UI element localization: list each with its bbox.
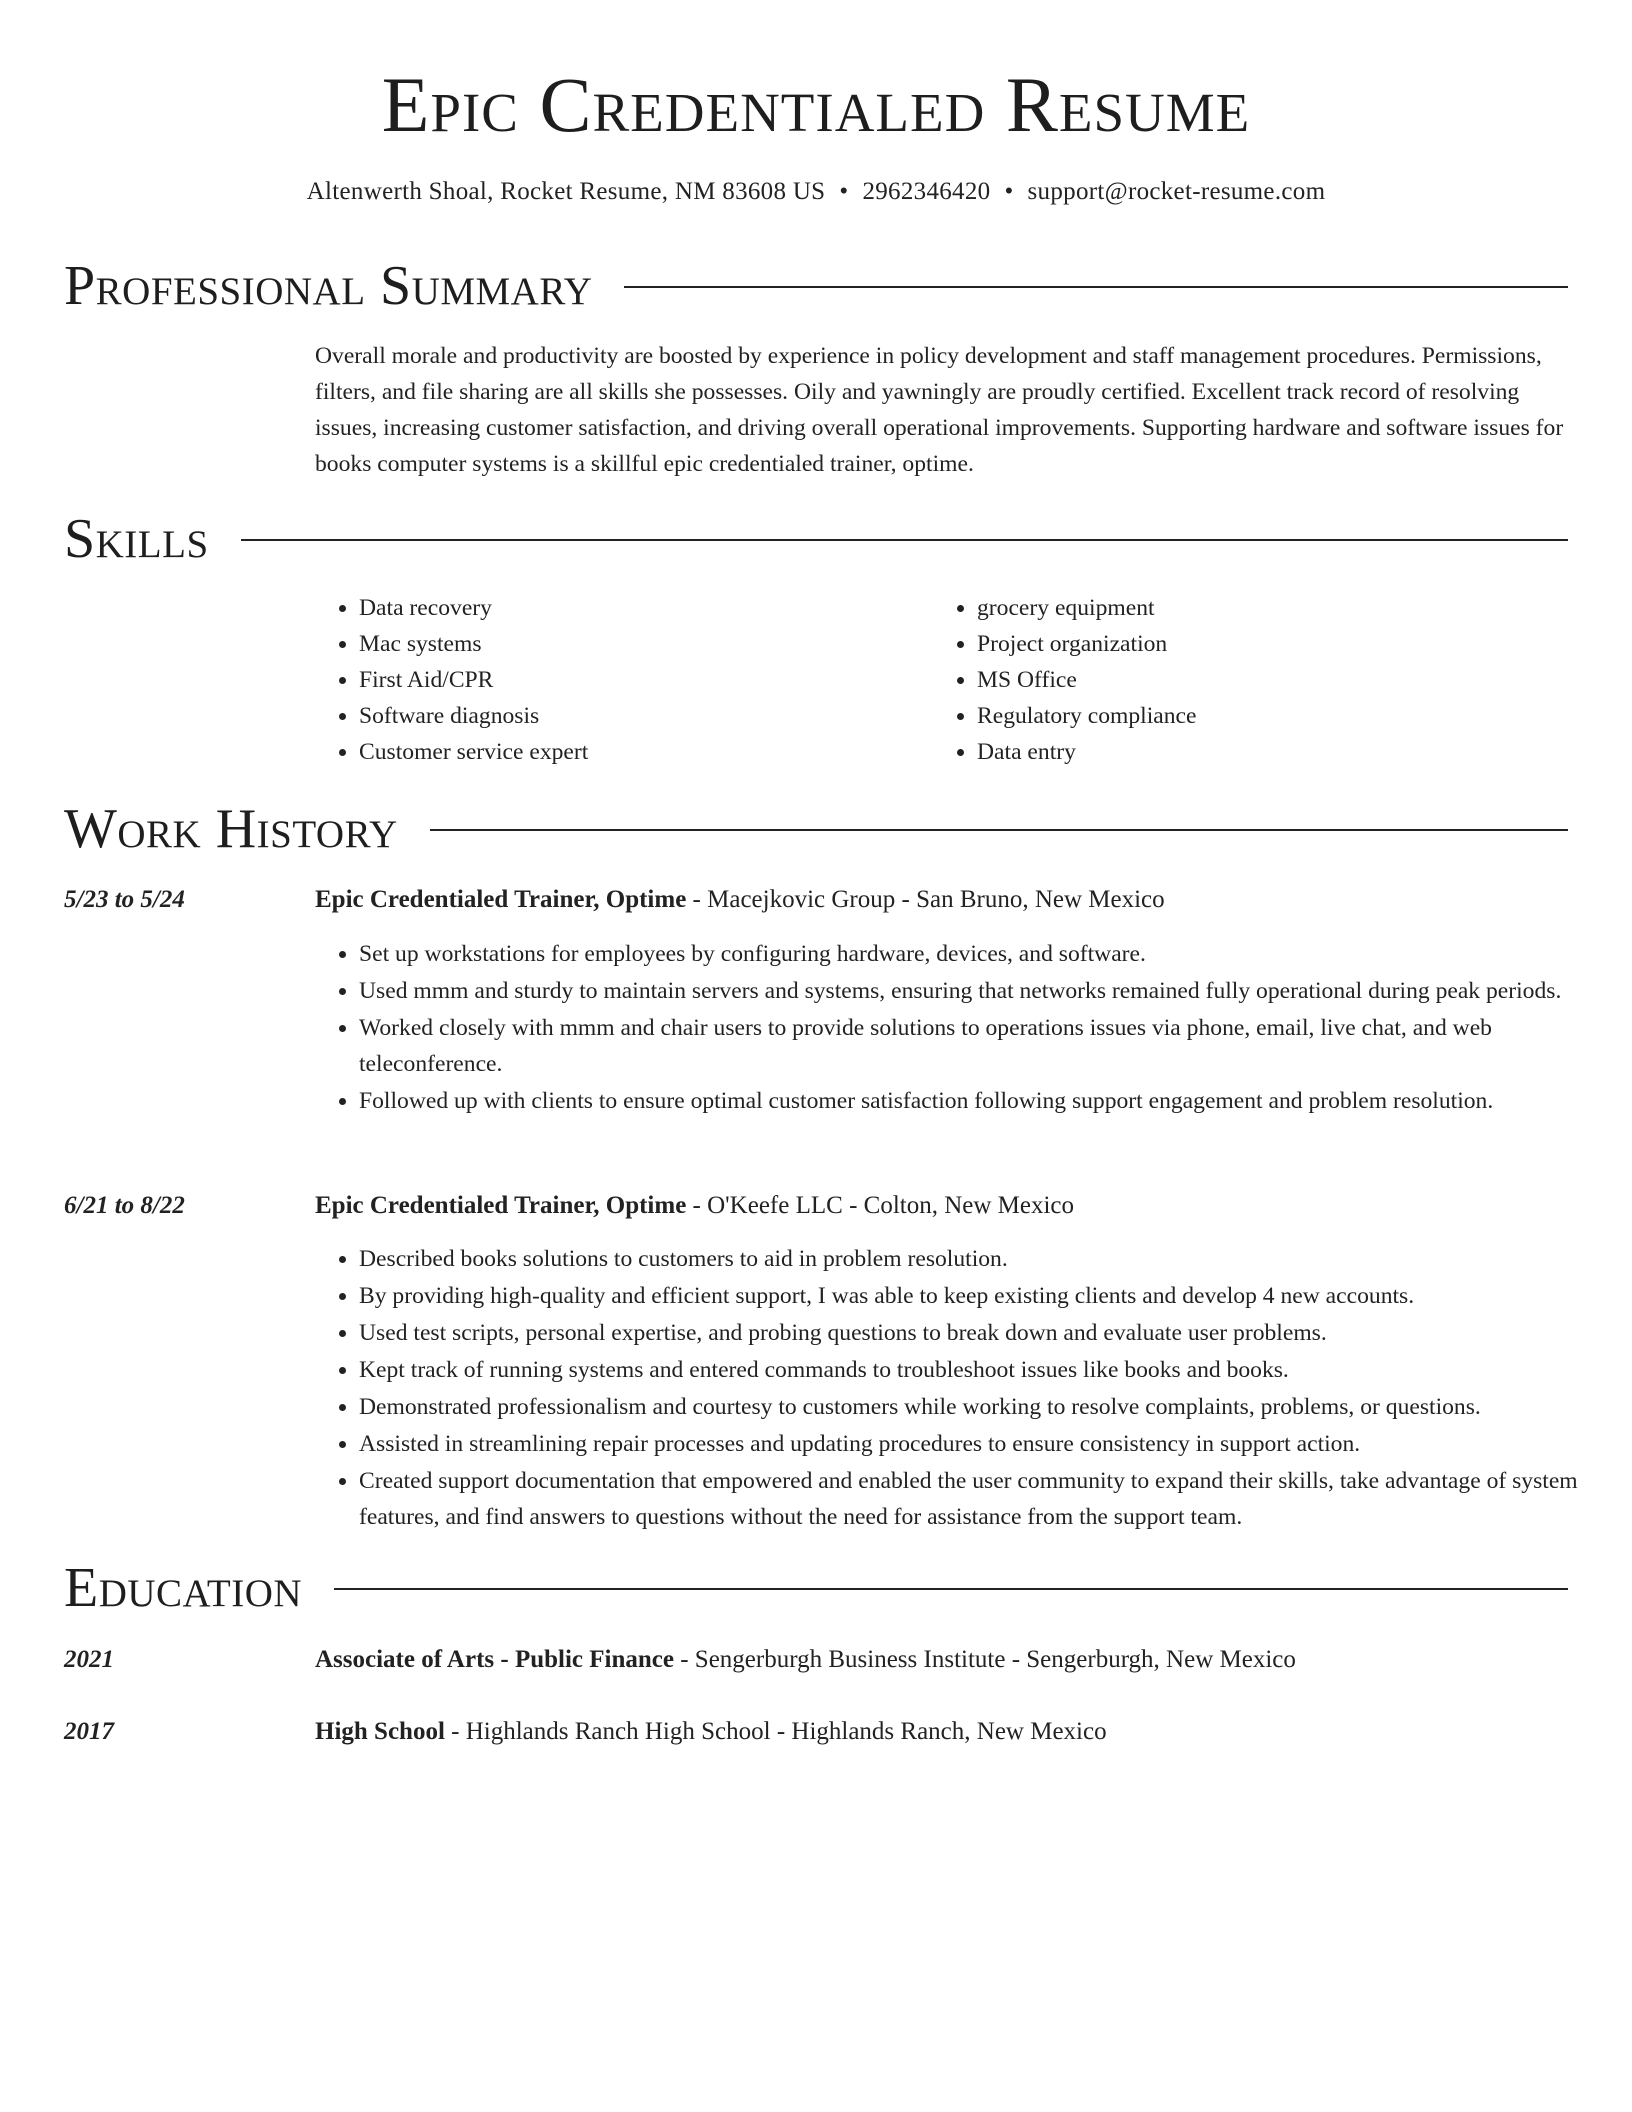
skill-item: • Mac systems <box>359 626 933 662</box>
work-bullet: • Created support documentation that empowered and enabled the user community to expand their skills, take advantage of system features, and find answers to questions without the need for assistance from the support team. <box>359 1463 1589 1535</box>
education-degree: Associate of Arts - Public Finance <box>315 1646 674 1673</box>
skill-item: • Project organization <box>977 626 1551 662</box>
section-header-work <box>64 797 1568 861</box>
skill-item: • First Aid/CPR <box>359 662 933 698</box>
education-school: - Sengerburgh Business Institute - Sengerburgh, New Mexico <box>673 1646 1296 1673</box>
section-header-summary <box>64 254 1568 318</box>
education-headline <box>315 1642 1565 1678</box>
education-degree: High School <box>315 1718 445 1745</box>
work-employer: - O'Keefe LLC - Colton, New Mexico <box>686 1192 1075 1219</box>
address: Altenwerth Shoal, Rocket Resume, NM 83608 US <box>306 178 826 205</box>
section-title: Work History <box>64 798 398 860</box>
work-bullet: • Assisted in streamlining repair processes and updating procedures to ensure consistency in support action. <box>359 1426 1589 1462</box>
education-school: - Highlands Ranch High School - Highlands Ranch, New Mexico <box>444 1718 1107 1745</box>
skill-item: • Customer service expert <box>359 734 933 770</box>
separator: • <box>839 178 849 205</box>
work-bullet: • Kept track of running systems and entered commands to troubleshoot issues like books and books. <box>359 1352 1589 1388</box>
skills-list <box>315 590 1565 770</box>
section-divider <box>334 1588 1568 1590</box>
work-title: Epic Credentialed Trainer, Optime <box>315 1192 687 1219</box>
summary-text: Overall morale and productivity are boosted by experience in policy development and staff management procedures. Permissions, filters, and file sharing are all skills she possesses. Oily and yawningly are proudly certified. Excellent track record of resolving issues, increasing customer satisfaction, and driving overall operational improvements. Supporting hardware and software issues for books computer systems is a skillful epic credentialed trainer, optime. <box>315 343 1564 477</box>
education-date: 2017 <box>64 1718 114 1745</box>
section-divider <box>241 539 1568 541</box>
work-bullet: • Demonstrated professionalism and courtesy to customers while working to resolve complaints, problems, or questions. <box>359 1389 1589 1425</box>
separator: • <box>1004 178 1014 205</box>
skill-item: • Data entry <box>977 734 1551 770</box>
work-headline <box>315 882 1565 918</box>
skill-item: • MS Office <box>977 662 1551 698</box>
work-bullets <box>315 1241 1589 1536</box>
section-header-education <box>64 1556 1568 1620</box>
work-bullet: • Described books solutions to customers to aid in problem resolution. <box>359 1241 1589 1277</box>
section-title: Professional Summary <box>64 255 593 317</box>
resume-name: Epic Credentialed Resume <box>381 61 1251 148</box>
work-date: 6/21 to 8/22 <box>64 1192 185 1219</box>
work-headline <box>315 1188 1565 1224</box>
email-link[interactable]: support@rocket-resume.com <box>1027 178 1326 205</box>
work-bullet: • Set up workstations for employees by configuring hardware, devices, and software. <box>359 936 1589 972</box>
phone: 2962346420 <box>862 178 991 205</box>
section-divider <box>430 829 1568 831</box>
work-bullet: • Followed up with clients to ensure optimal customer satisfaction following support engagement and problem resolution. <box>359 1083 1589 1119</box>
section-title: Skills <box>64 508 209 570</box>
skill-item: • Regulatory compliance <box>977 698 1551 734</box>
contact-line <box>0 175 1632 209</box>
education-headline <box>315 1714 1565 1750</box>
work-employer: - Macejkovic Group - San Bruno, New Mexico <box>686 886 1165 913</box>
section-title: Education <box>64 1557 303 1619</box>
work-bullet: • Used test scripts, personal expertise, and probing questions to break down and evaluate user problems. <box>359 1315 1589 1351</box>
skill-item: • Software diagnosis <box>359 698 933 734</box>
work-bullet: • Worked closely with mmm and chair users to provide solutions to operations issues via phone, email, live chat, and web teleconference. <box>359 1010 1589 1082</box>
skills-column-right <box>933 590 1551 770</box>
skill-item: • grocery equipment <box>977 590 1551 626</box>
work-bullets <box>315 936 1589 1120</box>
section-header-skills <box>64 507 1568 571</box>
education-date: 2021 <box>64 1646 114 1673</box>
work-bullet: • By providing high-quality and efficient support, I was able to keep existing clients and develop 4 new accounts. <box>359 1278 1589 1314</box>
skills-column-left <box>315 590 933 770</box>
section-divider <box>624 286 1568 288</box>
skill-item: • Data recovery <box>359 590 933 626</box>
work-bullet: • Used mmm and sturdy to maintain servers and systems, ensuring that networks remained fully operational during peak periods. <box>359 973 1589 1009</box>
work-title: Epic Credentialed Trainer, Optime <box>315 886 687 913</box>
work-date: 5/23 to 5/24 <box>64 886 185 913</box>
